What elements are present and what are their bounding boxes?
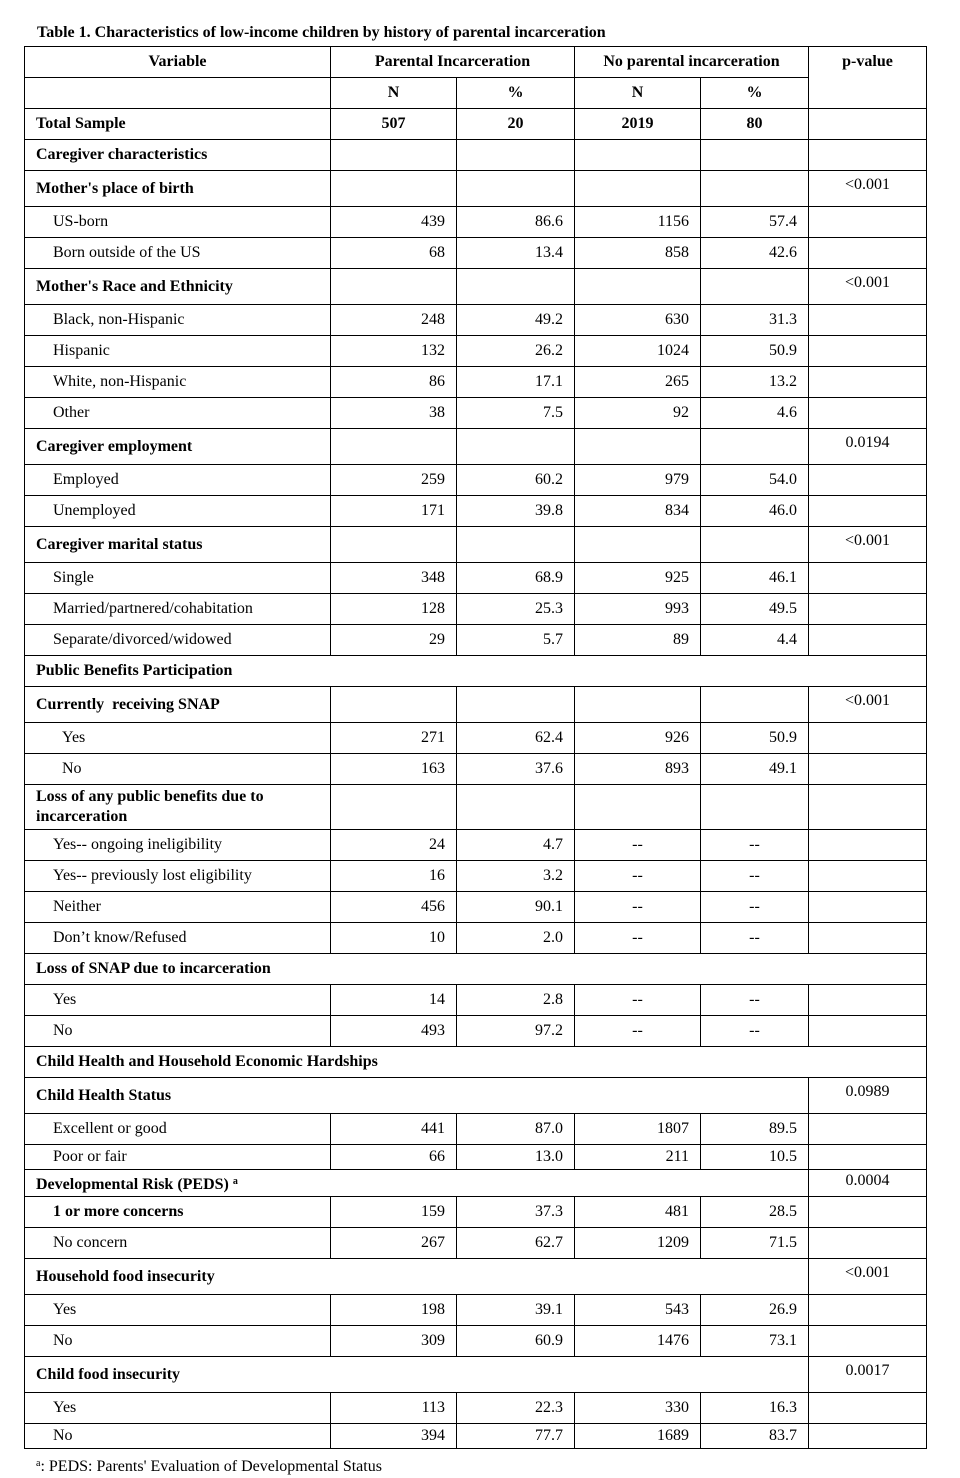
total-p xyxy=(809,109,927,140)
row-label: Other xyxy=(25,398,331,429)
row-label: 1 or more concerns xyxy=(25,1197,331,1228)
cell-n1: 493 xyxy=(331,1016,457,1047)
cell-n1: 248 xyxy=(331,305,457,336)
table-row xyxy=(25,305,927,336)
row-label: Born outside of the US xyxy=(25,238,331,269)
group-header-row xyxy=(25,1170,927,1197)
cell-pct2: 54.0 xyxy=(701,465,809,496)
cell-n2: 858 xyxy=(575,238,701,269)
cell-pct2: -- xyxy=(701,985,809,1016)
group-header-row xyxy=(25,1357,927,1393)
group-label-text: Developmental Risk (PEDS) xyxy=(36,1175,229,1193)
row-label: Yes-- ongoing ineligibility xyxy=(25,830,331,861)
cell-pct1: 3.2 xyxy=(457,861,575,892)
row-label: Excellent or good xyxy=(25,1114,331,1145)
cell-pct1: 17.1 xyxy=(457,367,575,398)
section-row xyxy=(25,140,927,171)
row-label: No xyxy=(25,1326,331,1357)
group-label: Child Health Status xyxy=(25,1078,809,1114)
table-row xyxy=(25,1295,927,1326)
table-caption: Table 1. Characteristics of low-income children by history of parental incarceration xyxy=(37,24,606,41)
row-label: Poor or fair xyxy=(25,1145,331,1170)
p-value: <0.001 xyxy=(809,527,927,563)
row-label: Yes-- previously lost eligibility xyxy=(25,861,331,892)
group-label: Loss of any public benefits due to incarceration xyxy=(25,785,331,830)
group-header-row xyxy=(25,527,927,563)
cell-pct1: 26.2 xyxy=(457,336,575,367)
cell-n1: 163 xyxy=(331,754,457,785)
cell-n1: 271 xyxy=(331,723,457,754)
footnote xyxy=(24,1453,926,1478)
table-row xyxy=(25,1228,927,1259)
cell-n2: 630 xyxy=(575,305,701,336)
group-label: Caregiver marital status xyxy=(25,527,331,563)
cell-n2: 89 xyxy=(575,625,701,656)
p-value: <0.001 xyxy=(809,269,927,305)
group-label: Household food insecurity xyxy=(25,1259,809,1295)
cell-n2: 211 xyxy=(575,1145,701,1170)
cell-n2: 330 xyxy=(575,1393,701,1424)
row-label: Single xyxy=(25,563,331,594)
cell-pct2: 4.6 xyxy=(701,398,809,429)
cell-n2: -- xyxy=(575,892,701,923)
cell-n1: 86 xyxy=(331,367,457,398)
cell-pct2: 49.5 xyxy=(701,594,809,625)
table-row xyxy=(25,207,927,238)
cell-pct2: 57.4 xyxy=(701,207,809,238)
section-row xyxy=(25,656,927,687)
p-value: <0.001 xyxy=(809,687,927,723)
cell-n2: 481 xyxy=(575,1197,701,1228)
cell-pct1: 87.0 xyxy=(457,1114,575,1145)
cell-pct2: -- xyxy=(701,830,809,861)
document xyxy=(24,20,926,1478)
header-p-value: p-value xyxy=(809,47,927,109)
subheader-row xyxy=(25,78,927,109)
footnote-text: : PEDS: Parents' Evaluation of Developmental Status xyxy=(40,1458,382,1475)
cell-n1: 38 xyxy=(331,398,457,429)
row-label: US-born xyxy=(25,207,331,238)
cell-n2: 979 xyxy=(575,465,701,496)
cell-n1: 132 xyxy=(331,336,457,367)
p-value: 0.0017 xyxy=(809,1357,927,1393)
cell-pct2: -- xyxy=(701,861,809,892)
table-row xyxy=(25,1145,927,1170)
subheader-pct2: % xyxy=(701,78,809,109)
group-header-row xyxy=(25,171,927,207)
cell-n1: 348 xyxy=(331,563,457,594)
cell-n1: 128 xyxy=(331,594,457,625)
cell-pct2: 49.1 xyxy=(701,754,809,785)
cell-pct2: -- xyxy=(701,892,809,923)
cell-n2: -- xyxy=(575,830,701,861)
row-label: Black, non-Hispanic xyxy=(25,305,331,336)
cell-n1: 68 xyxy=(331,238,457,269)
table-row xyxy=(25,985,927,1016)
cell-n1: 159 xyxy=(331,1197,457,1228)
cell-pct2: 46.1 xyxy=(701,563,809,594)
subheader-n1: N xyxy=(331,78,457,109)
cell-pct1: 22.3 xyxy=(457,1393,575,1424)
cell-pct1: 60.9 xyxy=(457,1326,575,1357)
cell-pct2: 31.3 xyxy=(701,305,809,336)
group-label: Currently receiving SNAP xyxy=(25,687,331,723)
table-row xyxy=(25,723,927,754)
table-row xyxy=(25,625,927,656)
cell-pct1: 13.4 xyxy=(457,238,575,269)
total-pct1: 20 xyxy=(457,109,575,140)
footnote-marker: a xyxy=(36,1458,41,1469)
group-label: Mother's Race and Ethnicity xyxy=(25,269,331,305)
total-pct2: 80 xyxy=(701,109,809,140)
table-row xyxy=(25,1424,927,1449)
cell-n2: 1689 xyxy=(575,1424,701,1449)
row-label: No xyxy=(25,1424,331,1449)
cell-pct1: 5.7 xyxy=(457,625,575,656)
p-value: 0.0004 xyxy=(809,1170,927,1197)
group-label: Child food insecurity xyxy=(25,1357,809,1393)
table-row xyxy=(25,496,927,527)
cell-n2: 993 xyxy=(575,594,701,625)
table-row xyxy=(25,1114,927,1145)
cell-n2: 1476 xyxy=(575,1326,701,1357)
row-label: Don’t know/Refused xyxy=(25,923,331,954)
cell-n1: 394 xyxy=(331,1424,457,1449)
cell-n2: 543 xyxy=(575,1295,701,1326)
cell-pct1: 62.7 xyxy=(457,1228,575,1259)
cell-n1: 16 xyxy=(331,861,457,892)
table-row xyxy=(25,754,927,785)
header-no-parental-incarceration: No parental incarceration xyxy=(575,47,809,78)
group-label: Caregiver employment xyxy=(25,429,331,465)
table-row xyxy=(25,367,927,398)
group-header-row xyxy=(25,269,927,305)
cell-pct2: 73.1 xyxy=(701,1326,809,1357)
cell-n2: 925 xyxy=(575,563,701,594)
cell-n2: 1156 xyxy=(575,207,701,238)
cell-n2: 92 xyxy=(575,398,701,429)
cell-n2: 926 xyxy=(575,723,701,754)
cell-pct1: 77.7 xyxy=(457,1424,575,1449)
table-row xyxy=(25,336,927,367)
group-header-row xyxy=(25,1259,927,1295)
row-label: No xyxy=(25,1016,331,1047)
row-label: Yes xyxy=(25,985,331,1016)
cell-pct2: 10.5 xyxy=(701,1145,809,1170)
cell-pct1: 49.2 xyxy=(457,305,575,336)
cell-pct2: 26.9 xyxy=(701,1295,809,1326)
group-header-row xyxy=(25,785,927,830)
row-label: Yes xyxy=(25,1295,331,1326)
cell-n2: 1209 xyxy=(575,1228,701,1259)
cell-n1: 66 xyxy=(331,1145,457,1170)
cell-n2: 265 xyxy=(575,367,701,398)
cell-pct2: -- xyxy=(701,1016,809,1047)
subheader-pct1: % xyxy=(457,78,575,109)
table-row xyxy=(25,238,927,269)
group-label: Mother's place of birth xyxy=(25,171,331,207)
cell-pct1: 97.2 xyxy=(457,1016,575,1047)
cell-pct2: 16.3 xyxy=(701,1393,809,1424)
cell-pct2: 83.7 xyxy=(701,1424,809,1449)
cell-pct2: 13.2 xyxy=(701,367,809,398)
row-label: No xyxy=(25,754,331,785)
group-header-row xyxy=(25,429,927,465)
cell-pct2: 89.5 xyxy=(701,1114,809,1145)
row-label: Unemployed xyxy=(25,496,331,527)
total-n1: 507 xyxy=(331,109,457,140)
table-row xyxy=(25,892,927,923)
row-label: Neither xyxy=(25,892,331,923)
row-label: White, non-Hispanic xyxy=(25,367,331,398)
cell-n2: -- xyxy=(575,985,701,1016)
table-row xyxy=(25,1393,927,1424)
row-label: Yes xyxy=(25,723,331,754)
row-label: Separate/divorced/widowed xyxy=(25,625,331,656)
section-benefits-label: Public Benefits Participation xyxy=(25,656,927,687)
cell-pct1: 60.2 xyxy=(457,465,575,496)
cell-n2: -- xyxy=(575,923,701,954)
cell-n2: -- xyxy=(575,861,701,892)
row-label: Married/partnered/cohabitation xyxy=(25,594,331,625)
subheader-empty xyxy=(25,78,331,109)
table-row xyxy=(25,1326,927,1357)
cell-pct2: 28.5 xyxy=(701,1197,809,1228)
cell-pct1: 90.1 xyxy=(457,892,575,923)
cell-pct2: 42.6 xyxy=(701,238,809,269)
group-header-row xyxy=(25,687,927,723)
cell-pct1: 7.5 xyxy=(457,398,575,429)
row-label: No concern xyxy=(25,1228,331,1259)
cell-pct2: -- xyxy=(701,923,809,954)
table-row xyxy=(25,1197,927,1228)
cell-pct1: 37.3 xyxy=(457,1197,575,1228)
cell-pct2: 4.4 xyxy=(701,625,809,656)
cell-n2: 1807 xyxy=(575,1114,701,1145)
row-label: Yes xyxy=(25,1393,331,1424)
cell-n1: 14 xyxy=(331,985,457,1016)
cell-n2: 834 xyxy=(575,496,701,527)
cell-pct2: 50.9 xyxy=(701,336,809,367)
cell-n1: 259 xyxy=(331,465,457,496)
group-header-row xyxy=(25,954,927,985)
cell-n2: 893 xyxy=(575,754,701,785)
cell-pct1: 86.6 xyxy=(457,207,575,238)
header-variable: Variable xyxy=(25,47,331,78)
table-row xyxy=(25,594,927,625)
cell-n1: 24 xyxy=(331,830,457,861)
group-label: Loss of SNAP due to incarceration xyxy=(25,954,927,985)
footnote-marker: a xyxy=(232,1175,238,1187)
p-value: 0.0989 xyxy=(809,1078,927,1114)
cell-n1: 198 xyxy=(331,1295,457,1326)
characteristics-table xyxy=(24,46,927,1449)
cell-n1: 309 xyxy=(331,1326,457,1357)
cell-n1: 439 xyxy=(331,207,457,238)
header-parental-incarceration: Parental Incarceration xyxy=(331,47,575,78)
table-row xyxy=(25,398,927,429)
group-label xyxy=(25,1170,809,1197)
total-sample-row xyxy=(25,109,927,140)
table-row xyxy=(25,830,927,861)
cell-pct2: 46.0 xyxy=(701,496,809,527)
total-label: Total Sample xyxy=(25,109,331,140)
group-header-row xyxy=(25,1078,927,1114)
table-row xyxy=(25,563,927,594)
subheader-n2: N xyxy=(575,78,701,109)
section-health-label: Child Health and Household Economic Hardships xyxy=(25,1047,927,1078)
row-label: Employed xyxy=(25,465,331,496)
p-value: <0.001 xyxy=(809,171,927,207)
table-row xyxy=(25,465,927,496)
cell-pct1: 25.3 xyxy=(457,594,575,625)
cell-pct1: 39.8 xyxy=(457,496,575,527)
cell-n2: 1024 xyxy=(575,336,701,367)
section-row xyxy=(25,1047,927,1078)
cell-n1: 171 xyxy=(331,496,457,527)
cell-pct1: 13.0 xyxy=(457,1145,575,1170)
header-row xyxy=(25,47,927,78)
cell-n1: 456 xyxy=(331,892,457,923)
cell-pct1: 2.8 xyxy=(457,985,575,1016)
cell-n1: 10 xyxy=(331,923,457,954)
cell-pct1: 62.4 xyxy=(457,723,575,754)
p-value: 0.0194 xyxy=(809,429,927,465)
cell-n1: 113 xyxy=(331,1393,457,1424)
cell-pct1: 39.1 xyxy=(457,1295,575,1326)
cell-n2: -- xyxy=(575,1016,701,1047)
section-caregiver-label: Caregiver characteristics xyxy=(25,140,331,171)
table-row xyxy=(25,861,927,892)
cell-pct1: 37.6 xyxy=(457,754,575,785)
table-row xyxy=(25,1016,927,1047)
p-value: <0.001 xyxy=(809,1259,927,1295)
cell-pct2: 50.9 xyxy=(701,723,809,754)
row-label: Hispanic xyxy=(25,336,331,367)
cell-n1: 267 xyxy=(331,1228,457,1259)
cell-pct1: 2.0 xyxy=(457,923,575,954)
cell-pct1: 68.9 xyxy=(457,563,575,594)
cell-pct1: 4.7 xyxy=(457,830,575,861)
total-n2: 2019 xyxy=(575,109,701,140)
cell-n1: 441 xyxy=(331,1114,457,1145)
table-row xyxy=(25,923,927,954)
cell-pct2: 71.5 xyxy=(701,1228,809,1259)
cell-n1: 29 xyxy=(331,625,457,656)
